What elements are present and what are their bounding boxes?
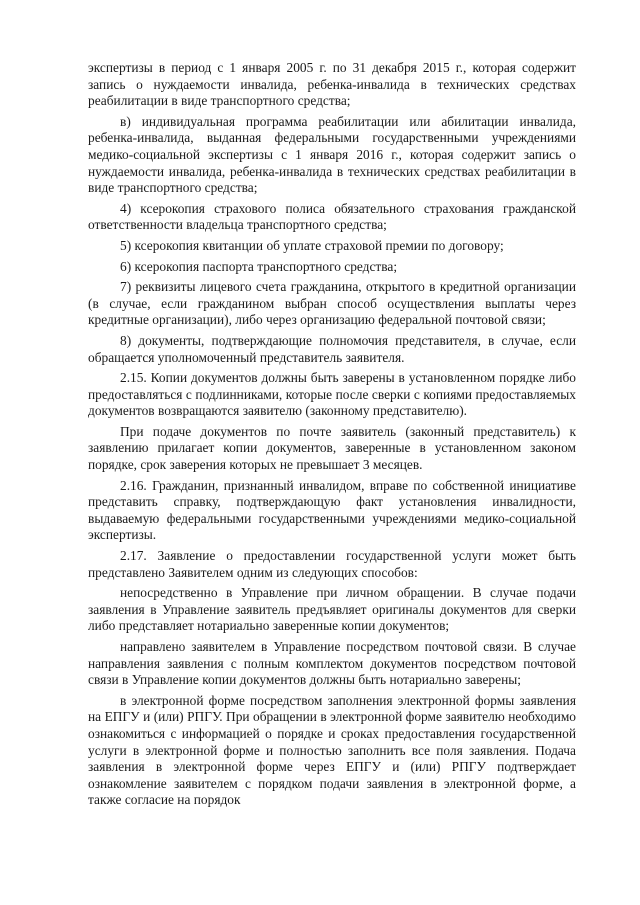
paragraph-item-6: 6) ксерокопия паспорта транспортного средства;: [120, 258, 398, 274]
paragraph-item-7: 7) реквизиты лицевого счета гражданина, открытого в кредитной организации (в случае, если гражданином выбран способ осуществления выплаты через кредитные организации), либо через организацию федеральной почтовой связи;: [88, 279, 576, 328]
paragraph-item-4: 4) ксерокопия страхового полиса обязательного страхования гражданской ответственности владельца транспортного средства;: [88, 200, 576, 233]
paragraph-item-v: в) индивидуальная программа реабилитации или абилитации инвалида, ребенка-инвалида, выданная федеральными государственными учреждениями медико-социальной экспертизы с 1 января 2016 г., которая содержит запись о нуждаемости инвалида, ребенка-инвалида в технических средствах реабилитации в виде транспортного средства;: [88, 113, 576, 196]
paragraph-item-5: 5) ксерокопия квитанции об уплате страховой премии по договору;: [120, 237, 504, 253]
paragraph-2-16: 2.16. Гражданин, признанный инвалидом, вправе по собственной инициативе представить справку, подтверждающую факт установления инвалидности, выдаваемую федеральными государственными учреждениями медико-социальной экспертизы.: [88, 477, 576, 543]
paragraph-2-17: 2.17. Заявление о предоставлении государственной услуги может быть представлено Заявителем одним из следующих способов:: [88, 548, 576, 580]
paragraph-by-post: направлено заявителем в Управление посредством почтовой связи. В случае направления заявления с полным комплектом документов посредством почтовой связи в Управление копии документов должны быть нотариально заверены;: [88, 639, 576, 688]
paragraph-electronic: в электронной форме посредством заполнения электронной формы заявления на ЕПГУ и (или) РПГУ. При обращении в электронной форме заявителю необходимо ознакомиться с информацией о порядке и сроках предоставления государственной услуги в электронной форме и полностью заполнить все поля заявления. Подача заявления в электронной форме через ЕПГУ и (или) РПГУ подтверждает ознакомление заявителем с порядком подачи заявления в электронной форме, а также согласие на порядок: [88, 692, 576, 808]
paragraph-in-person: непосредственно в Управление при личном обращении. В случае подачи заявления в Управление заявитель предъявляет оригиналы документов для сверки либо представляет нотариально заверенные копии документов;: [88, 585, 576, 634]
paragraph-continuation: экспертизы в период с 1 января 2005 г. по 31 декабря 2015 г., которая содержит запись о нуждаемости инвалида, ребенка-инвалида в технических средствах реабилитации в виде транспортного средства;: [88, 60, 576, 109]
document-body: [88, 60, 576, 813]
paragraph-mail-submission: При подаче документов по почте заявитель (законный представитель) к заявлению прилагает копии документов, заверенные в установленном законом порядке, срок заверения которых не превышает 3 месяцев.: [88, 423, 576, 473]
paragraph-2-15: 2.15. Копии документов должны быть заверены в установленном порядке либо предоставляться с подлинниками, которые после сверки с копиями предоставляемых документов возвращаются заявителю (законному представителю).: [88, 370, 576, 419]
paragraph-item-8: 8) документы, подтверждающие полномочия представителя, в случае, если обращается уполномоченный представитель заявителя.: [88, 332, 576, 365]
